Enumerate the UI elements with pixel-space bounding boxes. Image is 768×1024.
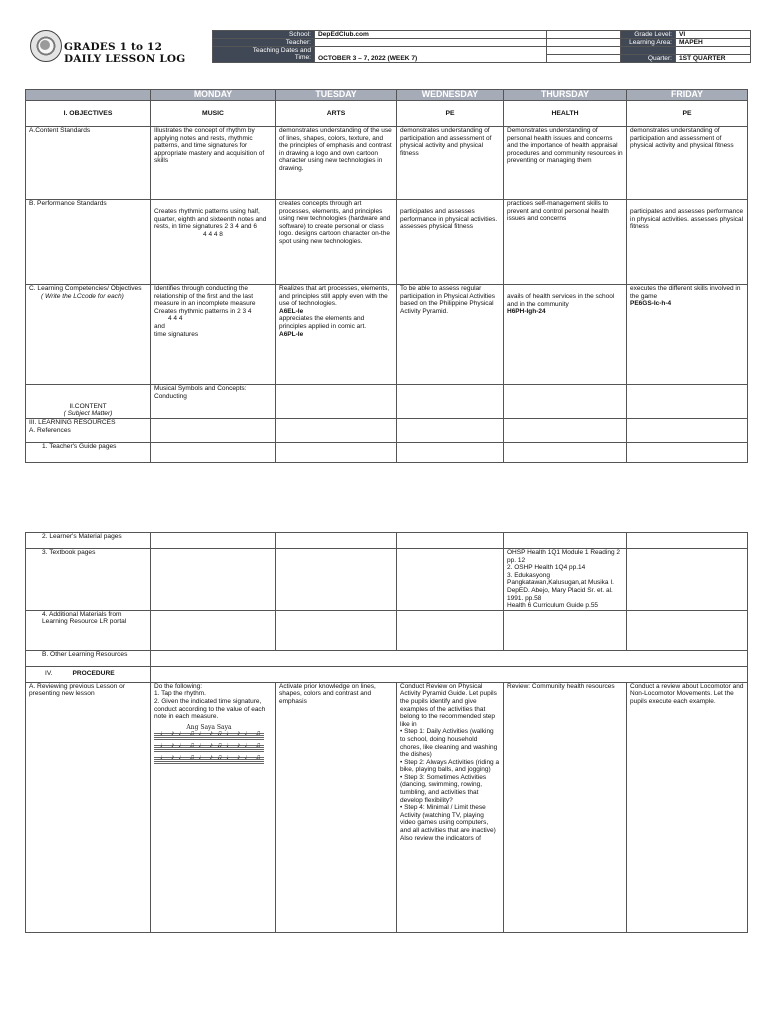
- subject-wednesday: PE: [397, 101, 504, 127]
- lesson-log-table-page1: [25, 89, 748, 463]
- subject-tuesday: ARTS: [276, 101, 397, 127]
- content-standard-tuesday: demonstrates understanding of the use of lines, shapes, colors, texture, and the principles of emphasis and contrast in drawing a logo and own cartoon character using new technologies in drawing.: [276, 127, 397, 200]
- subject-monday: MUSIC: [151, 101, 276, 127]
- teacher-value: [315, 39, 547, 47]
- review-monday: Do the following: 1. Tap the rhythm. 2. Given the indicated time signature, conduct according to the value of each note in each measure. Ang Saya Saya ♩ ♪ ♩ ♫ ♩ ♪ ♫ ♩ ♪ ♩ ♫ ♩ ♪ ♩ ♫ ♩ ♪ ♫ ♩ ♪ ♩ ♫ ♩ ♪ ♩ ♫ ♩ ♪ ♫ ♩ ♪ ♩ ♫: [151, 682, 276, 932]
- quarter-value: 1ST QUARTER: [676, 55, 751, 63]
- objectives-heading: I. OBJECTIVES: [26, 101, 151, 127]
- document-title: [64, 41, 185, 65]
- performance-standard-friday: participates and assesses performance in physical activities. assesses physical fitness: [627, 200, 748, 285]
- content-monday: Musical Symbols and Concepts: Conducting: [151, 385, 276, 419]
- review-tuesday: Activate prior knowledge on lines, shapes, colors and contrast and emphasis: [276, 682, 397, 932]
- song-title: Ang Saya Saya: [186, 723, 232, 731]
- procedure-heading: IV. PROCEDURE: [26, 666, 151, 682]
- content-standard-friday: demonstrates understanding of participation and assessment of physical activity and physical fitness: [627, 127, 748, 200]
- competency-wednesday: To be able to assess regular participation in Physical Activities based on the Philippine Physical Activity Pyramid.: [397, 285, 504, 385]
- reviewing-lesson-label: A. Reviewing previous Lesson or presenting new lesson: [26, 682, 151, 932]
- competency-thursday: avails of health services in the school and in the community H6PH-Igh-24: [504, 285, 627, 385]
- teaching-dates-value: OCTOBER 3 – 7, 2022 (WEEK 7): [315, 47, 547, 63]
- other-resources-label: B. Other Learning Resources: [26, 650, 151, 666]
- school-label: School:: [213, 31, 315, 39]
- performance-standard-thursday: practices self-management skills to prevent and control personal health issues and concerns: [504, 200, 627, 285]
- lc-code-tuesday-1: A6EL-Ie: [279, 307, 304, 315]
- day-thursday: THURSDAY: [504, 90, 627, 101]
- content-label: II.CONTENT ( Subject Matter): [26, 385, 151, 419]
- music-sheet-image: [154, 724, 264, 766]
- content-standard-monday: Illustrates the concept of rhythm by applying notes and rests, rhythmic patterns, and time signatures for appropriate mastery and acquisition of skills: [151, 127, 276, 200]
- deped-seal-logo: [30, 30, 62, 62]
- grade-level-label: Grade Level:: [621, 31, 676, 39]
- learning-resources-label: III. LEARNING RESOURCES A. References: [26, 419, 151, 443]
- competency-monday: Identifies through conducting the relationship of the first and the last measure in an incomplete measure Creates rhythmic patterns in 2 3 4 4 4 4 and time signatures: [151, 285, 276, 385]
- review-thursday: Review: Community health resources: [504, 682, 627, 932]
- learning-area-label: Learning Area:: [621, 39, 676, 47]
- lc-code-thursday: H6PH-Igh-24: [507, 308, 546, 316]
- review-wednesday: Conduct Review on Physical Activity Pyramid Guide. Let pupils the pupils identify and give examples of the activities that belong to the recommended step like in • Step 1: Daily Activities (walking to school, doing household chores, like cleaning and washing the dishes) • Step 2: Always Activities (riding a bike, playing balls, and jogging) • Step 3: Sometimes Activities (dancing, swimming, rowing, tumbling, and activities that develop flexibility? • Step 4: Minimal / Limit these Activity (watching TV, playing video games using computers, and all activities that are inactive) Also review the indicators of: [397, 682, 504, 932]
- competency-friday: executes the different skills involved in the game PE6GS-Ic-h-4: [627, 285, 748, 385]
- lc-code-friday: PE6GS-Ic-h-4: [630, 300, 672, 308]
- quarter-label: Quarter:: [621, 55, 676, 63]
- title-line-1: GRADES 1 to 12: [64, 41, 163, 53]
- learners-material-label: 2. Learner's Material pages: [26, 533, 151, 549]
- learning-competencies-label: C. Learning Competencies/ Objectives ( Write the LCcode for each): [26, 285, 151, 385]
- performance-standards-label: B. Performance Standards: [26, 200, 151, 285]
- school-value: DepEdClub.com: [315, 31, 547, 39]
- header-info-table: [212, 30, 751, 63]
- teaching-dates-label: Teaching Dates and Time:: [213, 47, 315, 63]
- teacher-label: Teacher:: [213, 39, 315, 47]
- review-friday: Conduct a review about Locomotor and Non-Locomotor Movements. Let the pupils execute each example.: [627, 682, 748, 932]
- lesson-log-table-page2: [25, 532, 748, 933]
- performance-standard-monday: Creates rhythmic patterns using half, quarter, eighth and sixteenth notes and rests, in time signatures 2 3 4 and 6 4 4 4 8: [151, 200, 276, 285]
- subject-thursday: HEALTH: [504, 101, 627, 127]
- additional-materials-label: 4. Additional Materials from Learning Resource LR portal: [26, 610, 151, 650]
- lc-code-tuesday-2: A6PL-Ie: [279, 330, 304, 338]
- day-wednesday: WEDNESDAY: [397, 90, 504, 101]
- subject-friday: PE: [627, 101, 748, 127]
- content-standard-wednesday: demonstrates understanding of participation and assessment of physical activity and physical fitness: [397, 127, 504, 200]
- teachers-guide-label: 1. Teacher's Guide pages: [26, 443, 151, 463]
- learning-area-value: MAPEH: [676, 39, 751, 47]
- grade-level-value: VI: [676, 31, 751, 39]
- content-standard-thursday: Demonstrates understanding of personal health issues and concerns and the importance of health appraisal procedures and community resources in preventing or managing them: [504, 127, 627, 200]
- performance-standard-tuesday: creates concepts through art processes, elements, and principles using new technologies (hardware and software) to create personal or class logo. designs cartoon character on-the spot using new technologies.: [276, 200, 397, 285]
- day-tuesday: TUESDAY: [276, 90, 397, 101]
- performance-standard-wednesday: participates and assesses performance in physical activities. assesses physical fitness: [397, 200, 504, 285]
- title-line-2: DAILY LESSON LOG: [64, 53, 186, 65]
- textbook-thursday: OHSP Health 1Q1 Module 1 Reading 2 pp. 12 2. OSHP Health 1Q4 pp.14 3. Edukasyong Pangkatawan,Kalusugan,at Musika I. DepED. Abejo, Mary Placid Sr. et. al. 1991. pp.58 Health 6 Curriculum Guide p.55: [504, 549, 627, 611]
- day-monday: MONDAY: [151, 90, 276, 101]
- competency-tuesday: Realizes that art processes, elements, and principles still apply even with the use of technologies. A6EL-Ie appreciates the elements and principles applied in comic art. A6PL-Ie: [276, 285, 397, 385]
- day-friday: FRIDAY: [627, 90, 748, 101]
- content-standards-label: A.Content Standards: [26, 127, 151, 200]
- textbook-pages-label: 3. Textbook pages: [26, 549, 151, 611]
